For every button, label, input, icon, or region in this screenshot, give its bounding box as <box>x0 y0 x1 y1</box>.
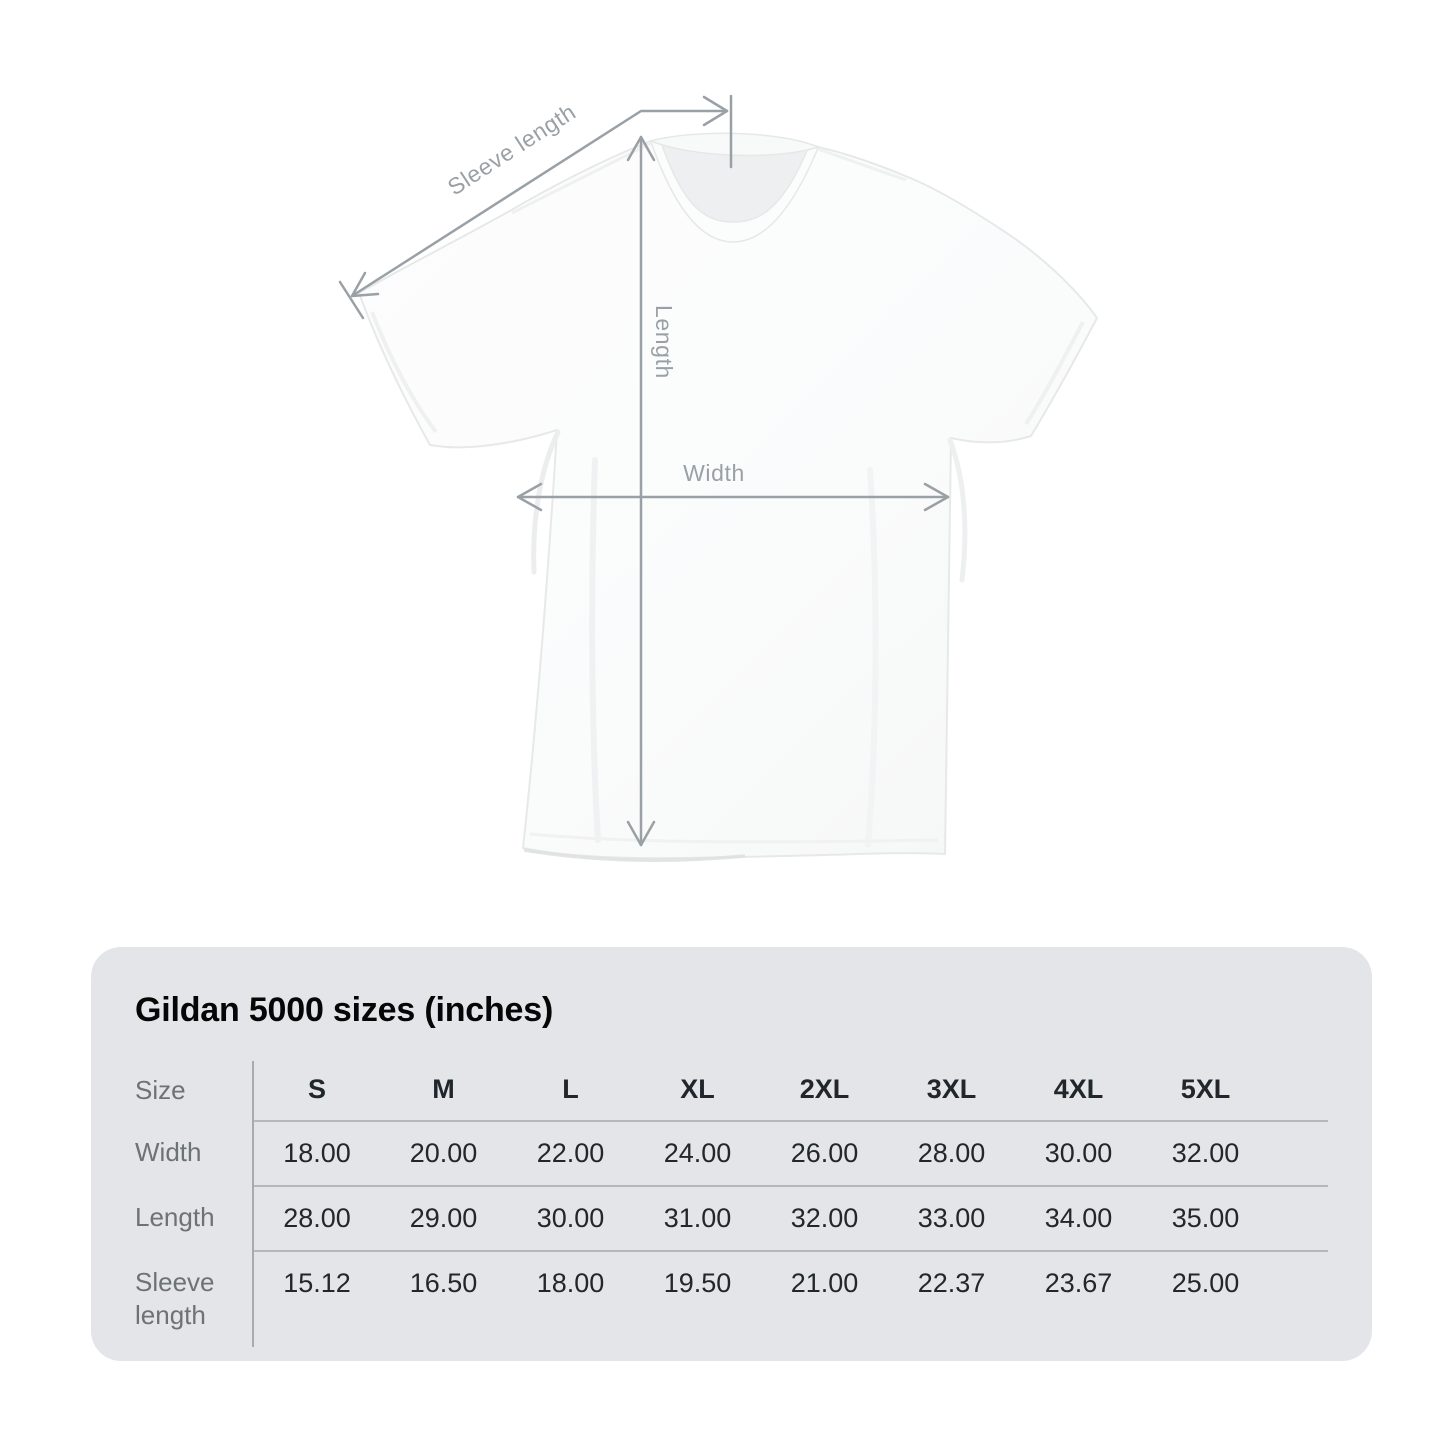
value-cell: 18.00 <box>253 1121 380 1186</box>
row-label: Width <box>135 1121 253 1186</box>
size-table <box>135 1061 1328 1347</box>
value-cell: 28.00 <box>888 1121 1015 1186</box>
length-label: Length <box>651 305 677 379</box>
value-cell: 21.00 <box>761 1251 888 1347</box>
value-cell: 26.00 <box>761 1121 888 1186</box>
value-cell: 32.00 <box>761 1186 888 1251</box>
value-cell: 25.00 <box>1142 1251 1269 1347</box>
value-cell: 32.00 <box>1142 1121 1269 1186</box>
value-cell: 19.50 <box>634 1251 761 1347</box>
value-cell: 22.37 <box>888 1251 1015 1347</box>
value-cell: 22.00 <box>507 1121 634 1186</box>
size-chart-title: Gildan 5000 sizes (inches) <box>135 991 554 1029</box>
column-header-3xl: 3XL <box>926 1074 977 1104</box>
value-cell: 23.67 <box>1015 1251 1142 1347</box>
filler-cell <box>1269 1121 1328 1186</box>
sleeve-length-label: Sleeve length <box>442 98 581 201</box>
filler-cell <box>1269 1251 1328 1347</box>
column-header-2xl: 2XL <box>799 1074 850 1104</box>
row-label: Length <box>135 1186 253 1251</box>
column-header-s: S <box>307 1074 326 1104</box>
value-cell: 33.00 <box>888 1186 1015 1251</box>
header-row <box>135 1061 1328 1121</box>
table-row-width <box>135 1121 1328 1186</box>
column-header-5xl: 5XL <box>1180 1074 1231 1104</box>
column-header-m: M <box>432 1074 455 1104</box>
row-label: Sleeve length <box>135 1251 253 1347</box>
value-cell: 28.00 <box>253 1186 380 1251</box>
value-cell: 30.00 <box>1015 1121 1142 1186</box>
column-header-l: L <box>562 1074 579 1104</box>
width-label: Width <box>683 460 745 486</box>
value-cell: 34.00 <box>1015 1186 1142 1251</box>
filler-cell <box>1269 1061 1328 1121</box>
value-cell: 30.00 <box>507 1186 634 1251</box>
size-chart-panel <box>91 947 1372 1361</box>
value-cell: 16.50 <box>380 1251 507 1347</box>
value-cell: 29.00 <box>380 1186 507 1251</box>
corner-header: Size <box>135 1061 253 1121</box>
value-cell: 31.00 <box>634 1186 761 1251</box>
value-cell: 24.00 <box>634 1121 761 1186</box>
column-header-xl: XL <box>680 1074 715 1104</box>
column-header-4xl: 4XL <box>1053 1074 1104 1104</box>
value-cell: 18.00 <box>507 1251 634 1347</box>
sleeve-end-tick <box>340 282 363 318</box>
table-row-length <box>135 1186 1328 1251</box>
filler-cell <box>1269 1186 1328 1251</box>
value-cell: 35.00 <box>1142 1186 1269 1251</box>
value-cell: 15.12 <box>253 1251 380 1347</box>
table-row-sleeve-length <box>135 1251 1328 1347</box>
fold-armpit-right <box>950 440 965 580</box>
value-cell: 20.00 <box>380 1121 507 1186</box>
